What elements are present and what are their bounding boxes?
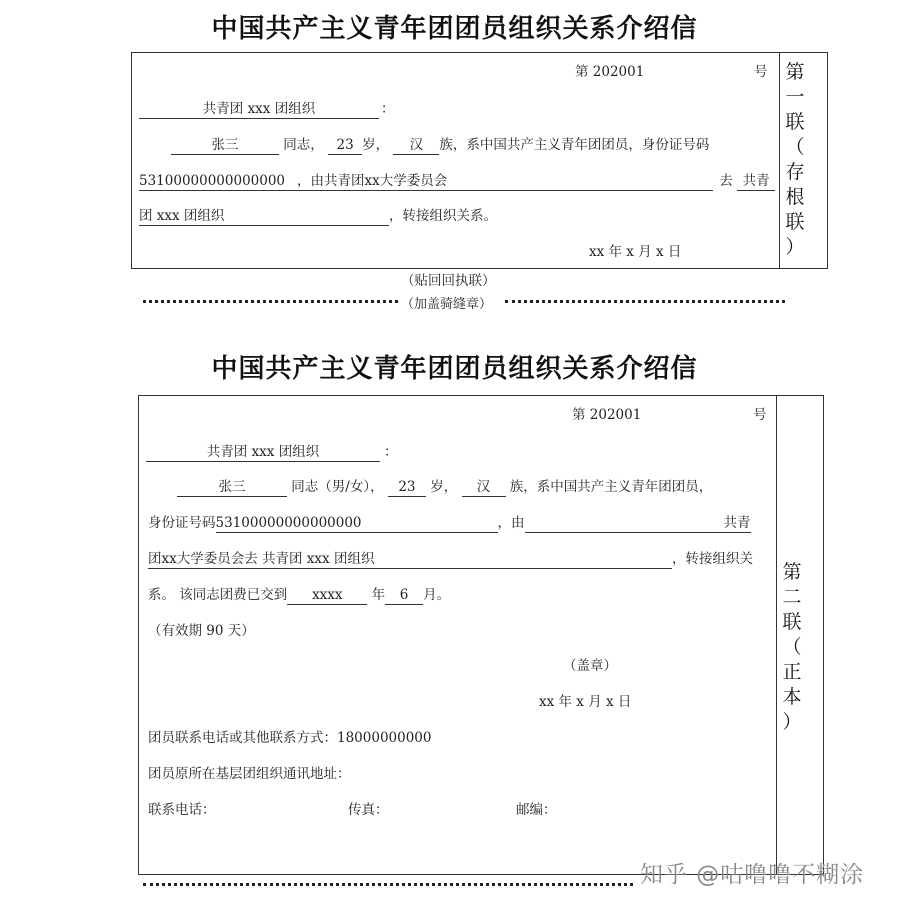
main-title: 中国共产主义青年团团员组织关系介绍信 [211,354,698,384]
stub-title: 中国共产主义青年团团员组织关系介绍信 [211,14,698,44]
stub-side-char: 联 [785,111,805,133]
main-side-label [780,560,804,735]
main-fax-label: 传真： [348,802,389,818]
stub-date: xx 年 x 月 x 日 [589,244,682,260]
stub-frame [131,52,828,269]
main-number: 第 202001 [572,407,642,423]
stub-id-number: 53100000000000000 [139,173,297,191]
main-seal: （盖章） [563,658,617,674]
stub-from-org: ，由共青团xx大学委员会 [297,173,713,191]
main-from-org: 共青 [525,515,751,533]
main-side-char: 正 [782,661,802,683]
main-age: 23 [388,479,426,497]
stub-side-char: （ [785,136,805,158]
stub-side-char: 联 [785,211,805,233]
main-number-suffix: 号 [753,407,767,423]
watermark: 知乎 @咕噜噜不糊涂 [640,862,865,888]
main-postcode-label: 邮编： [516,802,557,818]
stub-number-suffix: 号 [754,64,768,80]
stub-comrade: 同志， [283,137,324,153]
stub-to-word: 去 [719,173,733,189]
main-side-char: ） [782,711,802,733]
stub-divider-line [779,52,780,268]
main-org-line [146,443,398,462]
main-side-char: 本 [782,686,802,708]
main-id-label: 身份证号码 [148,515,216,531]
main-contact: 团员联系电话或其他联系方式：18000000000 [148,730,432,746]
main-side-char: 联 [782,611,802,633]
main-org: 共青团 xxx 团组织 [146,444,380,462]
main-name: 张三 [177,479,287,497]
perforation-left [143,300,398,303]
main-id-line [148,514,751,533]
main-transfer-line [148,550,753,569]
stub-side-char: 第 [785,61,805,83]
stub-side-char: 存 [785,161,805,183]
perforation-right [505,300,785,303]
stub-ethnicity: 汉 [393,137,439,155]
main-ethnicity-tail: 族，系中国共产主义青年团团员， [509,479,713,495]
main-comrade: 同志（男/女）， [291,479,384,495]
stub-number: 第 202001 [575,64,645,80]
perforation-bottom [143,883,633,886]
main-transfer: ，转接组织关 [672,551,753,567]
seal-label: （加盖骑缝章） [401,297,493,312]
main-fee-month: 6 [385,587,423,605]
stub-to-org-1: 共青 [737,173,775,191]
stub-ethnicity-tail: 族，系中国共产主义青年团团员，身份证号码 [439,137,710,153]
stub-id-line [139,172,775,191]
main-ethnicity: 汉 [462,479,506,497]
stub-side-char: 一 [785,86,805,108]
main-divider-line [776,395,777,874]
main-phone-label: 联系电话： [148,802,216,818]
main-colon: ： [384,444,398,460]
stub-side-label [783,60,807,260]
stub-org-line [139,100,395,119]
return-label: （贴回回执联） [401,273,496,289]
main-age-unit: 岁， [430,479,458,495]
main-fee-line [148,586,450,605]
main-from-line2: 团xx大学委员会去 共青团 xxx 团组织 [148,551,672,569]
stub-person-line [171,136,709,155]
main-month-word: 月。 [423,587,451,603]
main-side-char: 第 [782,561,802,583]
main-fee-start: 系。 该同志团费已交到 [148,587,288,603]
main-address: 团员原所在基层团组织通讯地址： [148,766,351,782]
stub-to-org-2: 团 xxx 团组织 [139,208,389,226]
stub-org: 共青团 xxx 团组织 [139,101,379,119]
stub-colon: ： [381,101,395,117]
stub-transfer: ，转接组织关系。 [389,208,497,224]
main-date: xx 年 x 月 x 日 [539,694,632,710]
stub-side-char: 根 [785,186,805,208]
stub-name: 张三 [171,137,279,155]
main-from-label: ，由 [497,515,525,531]
main-person-line [177,478,712,497]
stub-age-unit: 岁， [362,137,390,153]
main-side-char: 二 [782,586,802,608]
main-fee-year: xxxx [287,587,367,605]
stub-age: 23 [328,137,362,155]
stub-transfer-line [139,207,497,226]
main-id-number: 53100000000000000 [216,515,498,533]
main-validity: （有效期 90 天） [148,623,255,639]
stub-side-char: ） [785,236,805,258]
main-year-word: 年 [371,587,386,603]
main-side-char: （ [782,636,802,658]
